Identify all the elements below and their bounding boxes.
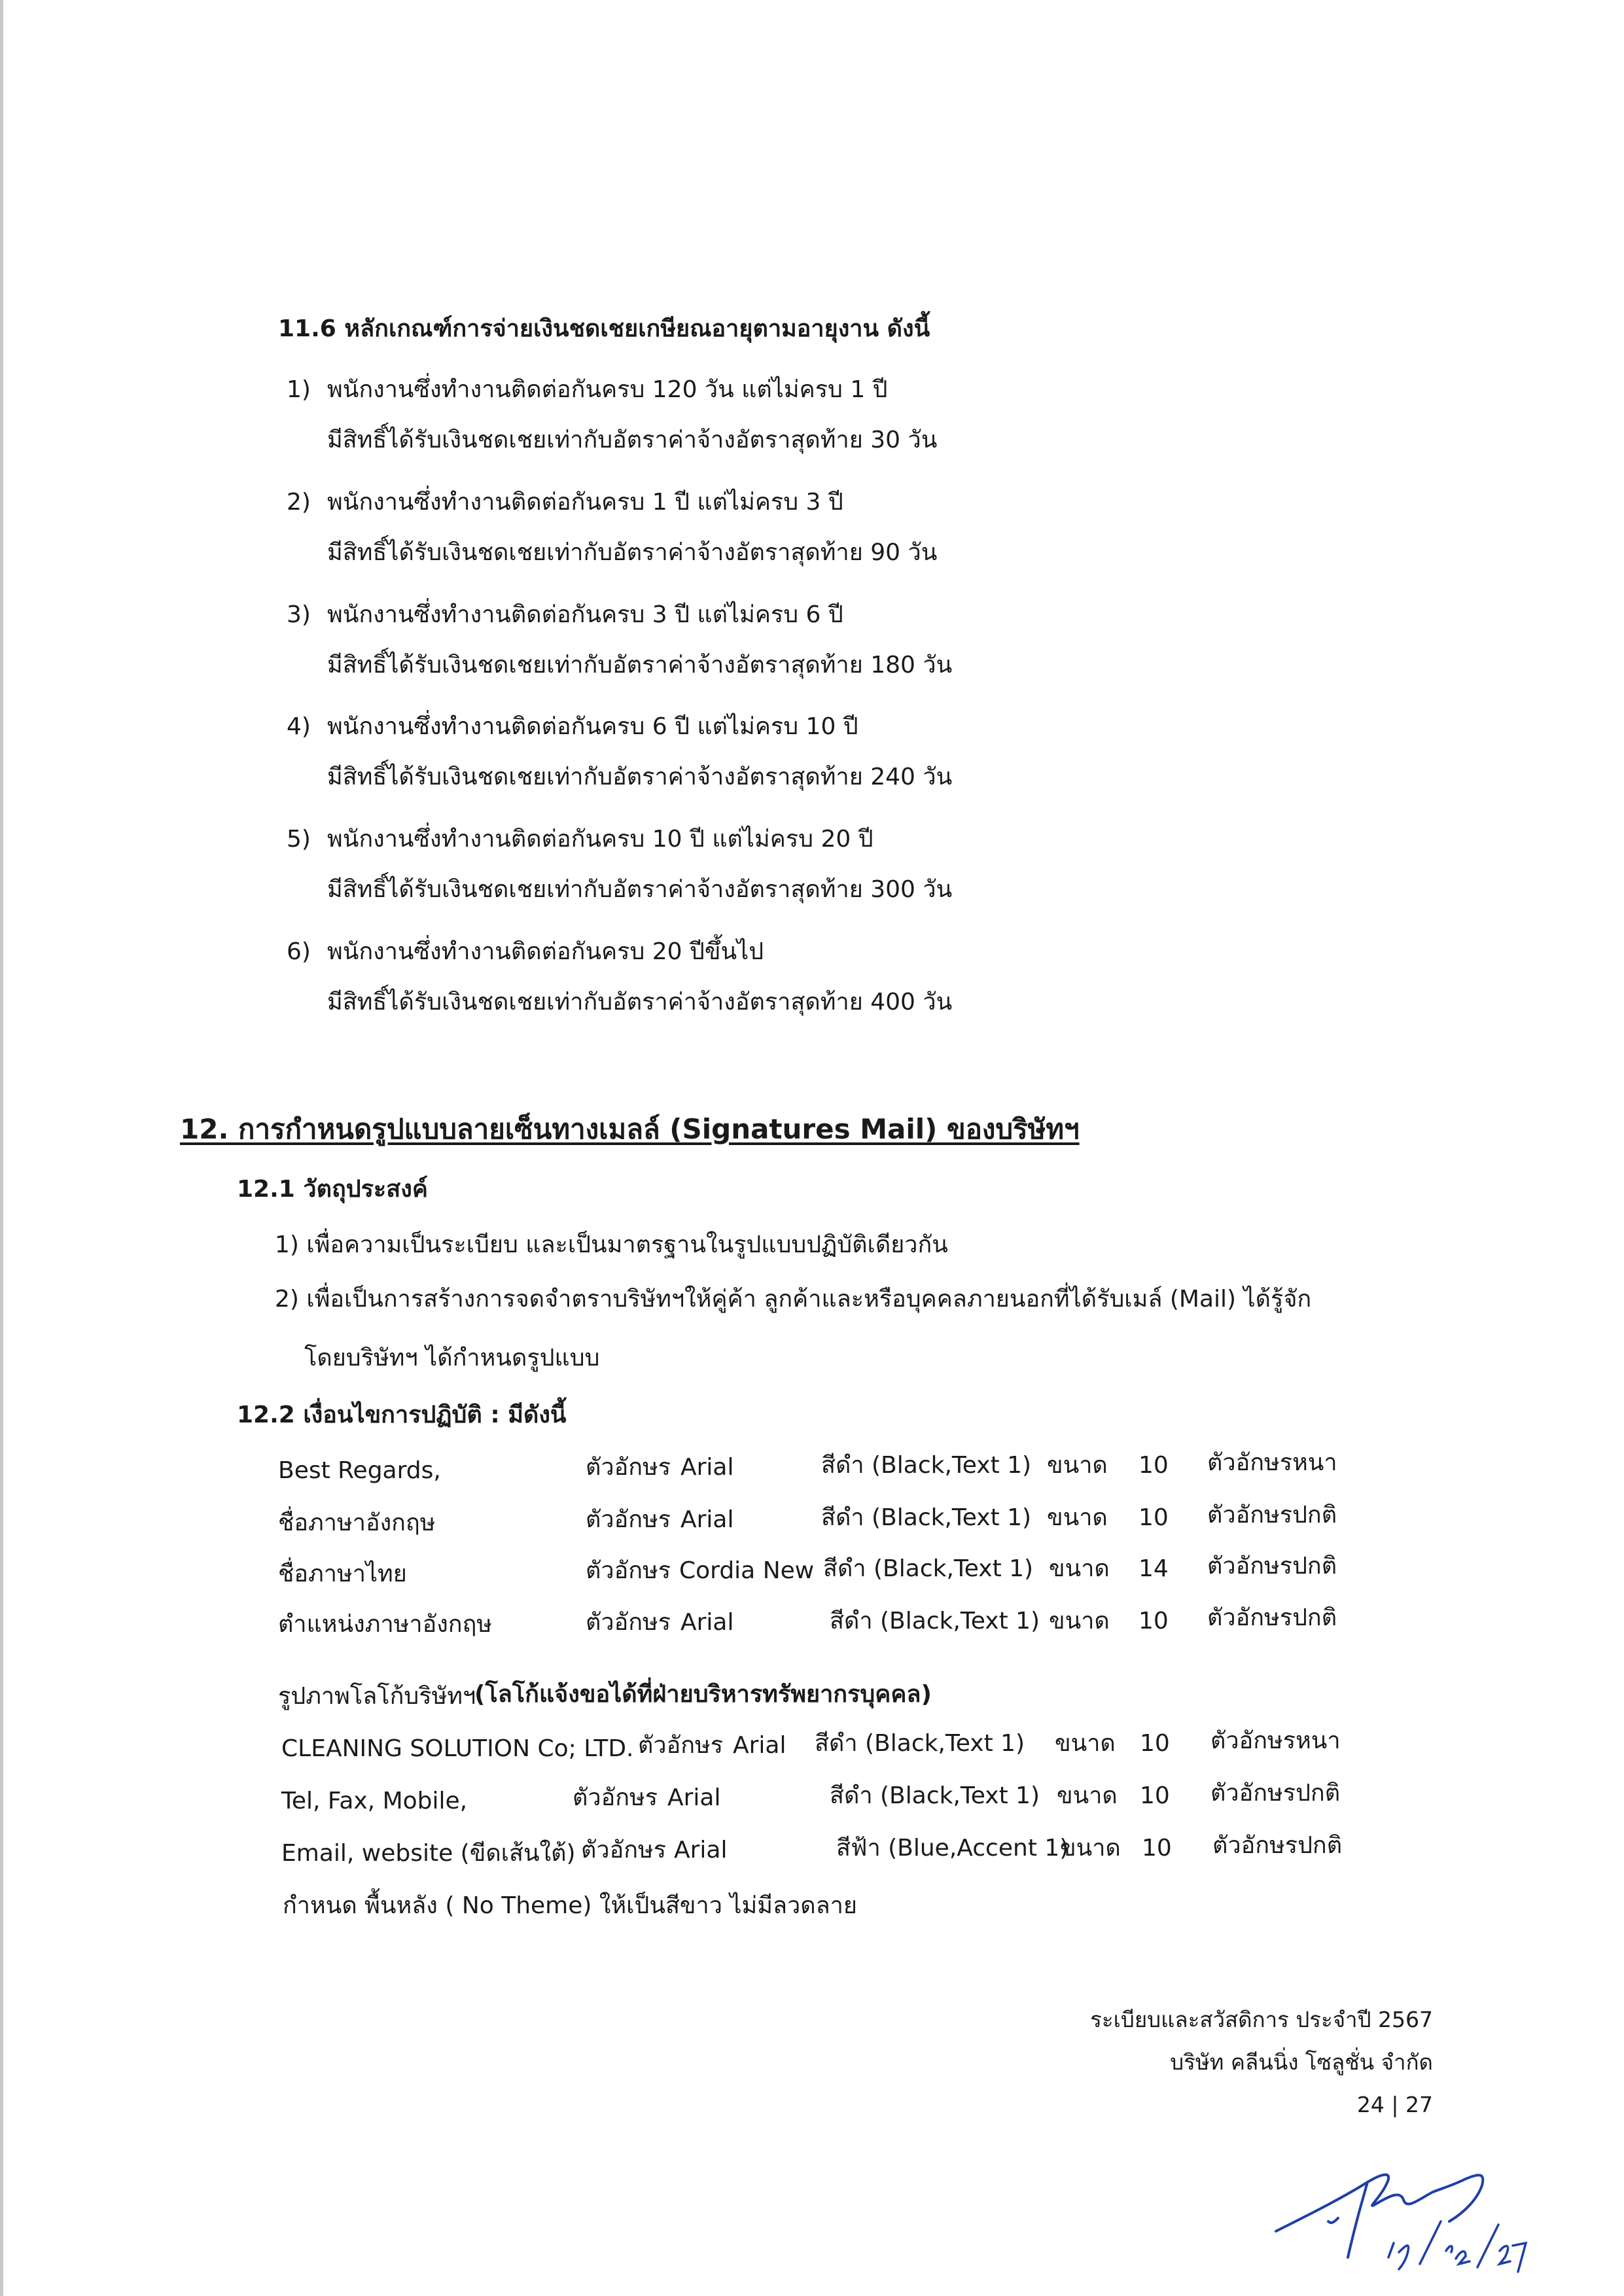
footer-doc-title: ระเบียบและสวัสดิการ ประจำปี 2567	[1090, 2007, 1433, 2032]
spec-size: 10	[1139, 1608, 1169, 1634]
spec-font: Arial	[667, 1784, 721, 1811]
item-5-line2: มีสิทธิ์ได้รับเงินชดเชยเท่ากับอัตราค่าจ้างอัตราสุดท้าย 300 วัน	[327, 876, 953, 903]
item-4-line1: พนักงานซึ่งทำงานติดต่อกันครบ 6 ปี แต่ไม่ครบ 10 ปี	[327, 713, 858, 740]
spec-size-label: ขนาด	[1047, 1452, 1108, 1479]
spec-size: 10	[1139, 1504, 1169, 1531]
footer-page-number: 24 | 27	[1356, 2092, 1433, 2117]
item-1-line1: พนักงานซึ่งทำงานติดต่อกันครบ 120 วัน แต่ไม่ครบ 1 ปี	[327, 376, 888, 403]
spec-size: 10	[1142, 1835, 1172, 1862]
spec-style: ตัวอักษรหนา	[1207, 1449, 1337, 1476]
scan-edge	[0, 0, 3, 2296]
spec-item: Best Regards,	[278, 1457, 441, 1484]
spec-font: Arial	[680, 1506, 734, 1533]
spec-color: สีดำ (Black,Text 1)	[821, 1452, 1032, 1479]
spec-font-label: ตัวอักษร	[586, 1506, 671, 1533]
spec-font: Arial	[680, 1454, 734, 1481]
spec-item: ตำแหน่งภาษาอังกฤษ	[278, 1611, 493, 1638]
spec-item: ชื่อภาษาอังกฤษ	[278, 1510, 436, 1536]
section-12-heading: 12. การกำหนดรูปแบบลายเซ็นทางเมลล์ (Signatures Mail) ของบริษัทฯ	[180, 1113, 1080, 1145]
spec-item: Tel, Fax, Mobile,	[281, 1788, 468, 1814]
spec-size-label: ขนาด	[1047, 1504, 1108, 1531]
spec-item: Email, website (ขีดเส้นใต้)	[281, 1840, 576, 1867]
spec-font-label: ตัวอักษร	[573, 1784, 658, 1811]
spec-size-label: ขนาด	[1055, 1730, 1116, 1757]
spec-size: 14	[1139, 1555, 1169, 1582]
spec-font-label: ตัวอักษร	[586, 1609, 671, 1636]
section-12-2-heading: 12.2 เงื่อนไขการปฏิบัติ : มีดังนี้	[237, 1402, 567, 1428]
footer-company: บริษัท คลีนนิ่ง โซลูชั่น จำกัด	[1170, 2049, 1433, 2075]
objective-2-line2: โดยบริษัทฯ ได้กำหนดรูปแบบ	[304, 1345, 600, 1371]
item-5-line1: พนักงานซึ่งทำงานติดต่อกันครบ 10 ปี แต่ไม่ครบ 20 ปี	[327, 826, 874, 853]
spec-size: 10	[1139, 1452, 1169, 1479]
item-2-number: 2)	[287, 489, 311, 516]
handwritten-signature	[1269, 2159, 1544, 2274]
item-6-line1: พนักงานซึ่งทำงานติดต่อกันครบ 20 ปีขึ้นไป	[327, 938, 764, 965]
spec-item: ชื่อภาษาไทย	[278, 1561, 407, 1587]
item-3-number: 3)	[287, 601, 311, 628]
spec-color: สีดำ (Black,Text 1)	[830, 1782, 1040, 1809]
spec-style: ตัวอักษรปกติ	[1207, 1553, 1337, 1580]
spec-style: ตัวอักษรปกติ	[1212, 1832, 1343, 1859]
spec-size-label: ขนาด	[1057, 1782, 1118, 1809]
spec-font-label: ตัวอักษร	[581, 1837, 667, 1863]
item-6-line2: มีสิทธิ์ได้รับเงินชดเชยเท่ากับอัตราค่าจ้างอัตราสุดท้าย 400 วัน	[327, 989, 953, 1016]
spec-color: สีดำ (Black,Text 1)	[823, 1555, 1034, 1582]
spec-color: สีดำ (Black,Text 1)	[821, 1504, 1032, 1531]
spec-size: 10	[1140, 1730, 1170, 1757]
item-4-line2: มีสิทธิ์ได้รับเงินชดเชยเท่ากับอัตราค่าจ้างอัตราสุดท้าย 240 วัน	[327, 764, 953, 790]
spec-font-label: ตัวอักษร	[586, 1557, 671, 1584]
item-2-line2: มีสิทธิ์ได้รับเงินชดเชยเท่ากับอัตราค่าจ้างอัตราสุดท้าย 90 วัน	[327, 539, 938, 566]
item-5-number: 5)	[287, 826, 311, 853]
section-12-1-heading: 12.1 วัตถุประสงค์	[237, 1176, 428, 1203]
spec-item: CLEANING SOLUTION Co; LTD.	[281, 1735, 634, 1762]
section-11-6-heading: 11.6 หลักเกณฑ์การจ่ายเงินชดเชยเกษียณอายุตามอายุงาน ดังนี้	[278, 315, 930, 342]
spec-font-label: ตัวอักษร	[638, 1732, 724, 1759]
item-1-line2: มีสิทธิ์ได้รับเงินชดเชยเท่ากับอัตราค่าจ้างอัตราสุดท้าย 30 วัน	[327, 427, 938, 453]
logo-note: (โลโก้แจ้งขอได้ที่ฝ่ายบริหารทรัพยากรบุคคล)	[474, 1681, 932, 1708]
spec-size-label: ขนาด	[1049, 1608, 1110, 1634]
item-3-line2: มีสิทธิ์ได้รับเงินชดเชยเท่ากับอัตราค่าจ้างอัตราสุดท้าย 180 วัน	[327, 652, 953, 679]
spec-style: ตัวอักษรปกติ	[1207, 1502, 1337, 1528]
spec-style: ตัวอักษรปกติ	[1210, 1780, 1341, 1807]
spec-font-label: ตัวอักษร	[586, 1454, 671, 1481]
item-6-number: 6)	[287, 938, 311, 965]
spec-size-label: ขนาด	[1049, 1555, 1110, 1582]
spec-size-label: ขนาด	[1060, 1835, 1121, 1862]
spec-style: ตัวอักษรปกติ	[1207, 1604, 1337, 1631]
objective-1: 1) เพื่อความเป็นระเบียบ และเป็นมาตรฐานในรูปแบบปฏิบัติเดียวกัน	[275, 1231, 948, 1258]
spec-color: สีฟ้า (Blue,Accent 1)	[836, 1835, 1069, 1862]
item-1-number: 1)	[287, 376, 311, 403]
spec-color: สีดำ (Black,Text 1)	[830, 1608, 1040, 1634]
spec-style: ตัวอักษรหนา	[1210, 1727, 1341, 1754]
spec-font: Arial	[733, 1732, 786, 1759]
spec-font: Arial	[680, 1609, 734, 1636]
spec-font: Cordia New	[679, 1557, 815, 1584]
logo-label: รูปภาพโลโก้บริษัทฯ	[278, 1683, 476, 1710]
item-2-line1: พนักงานซึ่งทำงานติดต่อกันครบ 1 ปี แต่ไม่ครบ 3 ปี	[327, 489, 843, 516]
objective-2-line1: 2) เพื่อเป็นการสร้างการจดจำตราบริษัทฯให้คู่ค้า ลูกค้าและหรือบุคคลภายนอกที่ได้รับเมล์ (Mail) ได้รู้จัก	[275, 1286, 1312, 1313]
spec-font: Arial	[674, 1837, 728, 1863]
background-note: กำหนด พื้นหลัง ( No Theme) ให้เป็นสีขาว ไม่มีลวดลาย	[283, 1892, 857, 1919]
spec-color: สีดำ (Black,Text 1)	[815, 1730, 1025, 1757]
item-3-line1: พนักงานซึ่งทำงานติดต่อกันครบ 3 ปี แต่ไม่ครบ 6 ปี	[327, 601, 843, 628]
item-4-number: 4)	[287, 713, 311, 740]
spec-size: 10	[1140, 1782, 1170, 1809]
